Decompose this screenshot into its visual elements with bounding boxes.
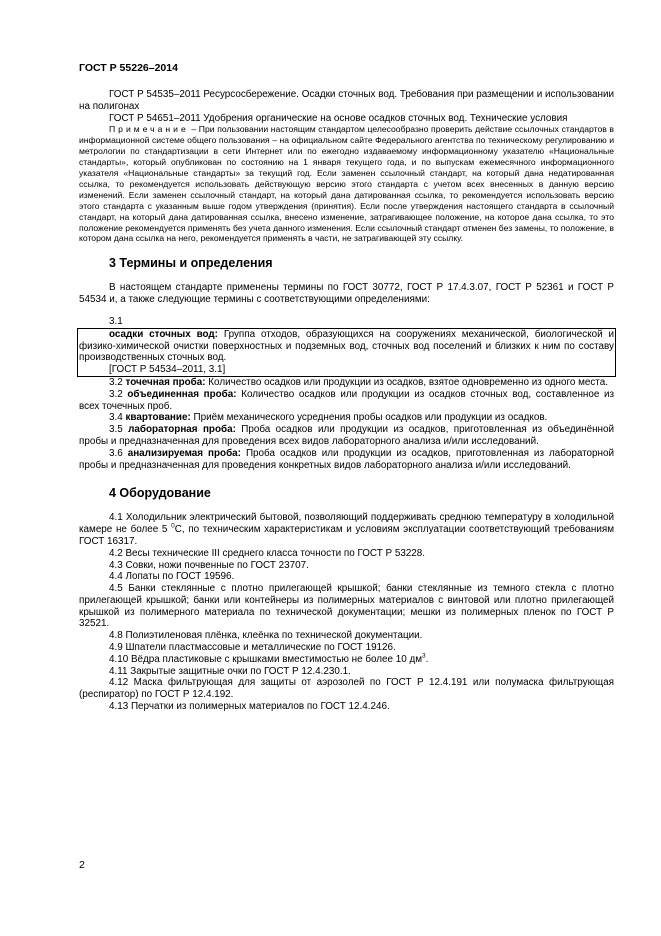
degree-sup: 0 [171,522,175,530]
term-3-1-box [77,328,616,377]
term-3-1-source: [ГОСТ Р 54534–2011, 3.1] [109,364,226,376]
item-4-9: 4.9 Шпатели пластмассовые и металлические по ГОСТ 19126. [109,642,396,654]
item-4-11: 4.11 Закрытые защитные очки по ГОСТ Р 12.4.230.1. [109,665,351,677]
term-3-5 [79,424,614,448]
document-page [79,62,614,713]
term-name: квартование: [125,412,191,424]
item-4-3: 4.3 Совки, ножи почвенные по ГОСТ 23707. [109,559,309,571]
term-name: точечная проба: [125,376,206,388]
note-text: – При пользовании настоящим стандартом целесообразно проверить действие ссылочных стандартов в информационной системе общего пользования – на официальном сайте Федерального агентства по техническому регулированию и метрологии по стандартизации в сети Интернет или по ежегодно издаваемому информационному указателю «Национальные стандарты», который опубликован по состоянию на 1 января текущего года, и по выпускам ежемесячного информационного указателя «Национальные стандарты» за текущий год. Если заменен ссылочный стандарт, на который дана недатированная ссылка, то рекомендуется использовать действующую версию этого стандарта с учетом всех внесенных в данную версию изменений. Если заменен ссылочный стандарт, на который дана датированная ссылка, то рекомендуется использовать версию этого стандарта с указанным выше годом утверждения (принятия). Если после утверждения настоящего стандарта в ссылочный стандарт, на который дана датированная ссылка, внесено изменение, затрагивающее положение, на которое дана ссылка, то это положение рекомендуется применять без учета данного изменения. Если ссылочный стандарт отменен без замены, то положение, в котором дана ссылка на него, рекомендуется применять в части, не затрагивающей эту ссылку. [79,124,614,244]
item-4-8: 4.8 Полиэтиленовая плёнка, клеёнка по технической документации. [109,630,423,642]
item-4-1-text-a: 4.1 Холодильник электрический бытовой, позволяющий поддерживать среднюю температуру в холодильной камере не более 5 [79,512,614,536]
term-number: 3.4 [109,412,126,424]
item-4-10-end: . [425,653,429,665]
section-4-heading: 4 Оборудование [109,486,211,501]
term-number: 3.5 [109,424,129,436]
page-number: 2 [79,859,85,871]
term-definition: Приём механического усреднения пробы осадков или продукции из осадков. [190,412,548,424]
term-3-6 [79,448,614,472]
item-4-5: 4.5 Банки стеклянные с плотно прилегающей крышкой; банки стеклянные из темного стекла с плотно прилегающей крышкой; банки или контейнеры из полимерных материалов с винтовой или плотно прилегающей крышкой из полимерного материала по технической документации; мешки из полимерных пленок по ГОСТ Р 32521. [79,583,614,630]
term-3-1-number: 3.1 [109,315,123,327]
term-3-1-definition: Группа отходов, образующихся на сооружениях механической, биологической и физико-химической очистки поверхностных и подземных вод, сточных вод поселений и близких к ним по составу производственных сточных вод. [79,328,614,364]
term-definition: Проба осадков или продукции из осадков, приготовленная из лабораторной пробы и предназначенная для проведения конкретных видов лабораторного анализа и/или исследований. [79,447,614,471]
item-4-1 [79,512,614,547]
item-4-1-text-b: С, по техническим характеристикам и условиям эксплуатации соответствующий требованиям ГОСТ 16317. [79,524,614,547]
term-number: 3.6 [109,447,128,459]
term-3-2-combined [79,389,614,413]
term-definition: Проба осадков или продукции из осадков, приготовленная из объединённой пробы и предназначенная для проведения всех видов лабораторного анализа и/или исследований. [79,424,614,447]
section-3-intro: В настоящем стандарте применены термины по ГОСТ 30772, ГОСТ Р 17.4.3.07, ГОСТ Р 52361 и ГОСТ Р 54534 и, а также следующие термины с соответствующими определениями: [79,282,614,306]
item-4-13: 4.13 Перчатки из полимерных материалов по ГОСТ 12.4.246. [109,701,390,713]
item-4-12: 4.12 Маска фильтрующая для защиты от аэрозолей по ГОСТ Р 12.4.191 или полумаска фильтрующая (респиратор) по ГОСТ Р 12.4.192. [79,677,614,701]
term-name: объединенная проба: [127,388,237,400]
term-3-1-term: осадки сточных вод: [109,328,218,340]
note-paragraph [79,124,614,244]
note-label: Примечание [109,124,189,135]
term-definition: Количество осадков или продукции из осадков, взятое одновременно из одного места. [205,376,608,388]
reference-54535: ГОСТ Р 54535–2011 Ресурсосбережение. Осадки сточных вод. Требования при размещении и использовании на полигонах [79,89,614,112]
term-name: лабораторная проба: [128,424,236,436]
item-4-4: 4.4 Лопаты по ГОСТ 19596. [109,571,235,583]
reference-54651: ГОСТ Р 54651–2011 Удобрения органические на основе осадков сточных вод. Технические условия [109,112,568,124]
cubic-exponent: 3 [422,652,426,660]
term-3-4 [79,412,614,424]
section-3-heading: 3 Термины и определения [109,256,273,271]
term-number: 3.2 [109,388,128,400]
term-definition: Количество осадков или продукции из осадков сточных вод, составленное из всех точечных проб. [79,388,614,412]
term-name: анализируемая проба: [127,447,241,459]
item-4-10 [79,654,614,666]
item-4-10-text: 4.10 Вёдра пластиковые с крышками вместимостью не более 10 дм [109,653,423,665]
term-3-1-paragraph [79,329,614,364]
term-number: 3.2 [109,376,126,388]
item-4-2: 4.2 Весы технические III среднего класса точности по ГОСТ Р 53228. [109,547,426,559]
document-header: ГОСТ Р 55226–2014 [79,62,178,74]
term-3-2 [79,377,614,389]
